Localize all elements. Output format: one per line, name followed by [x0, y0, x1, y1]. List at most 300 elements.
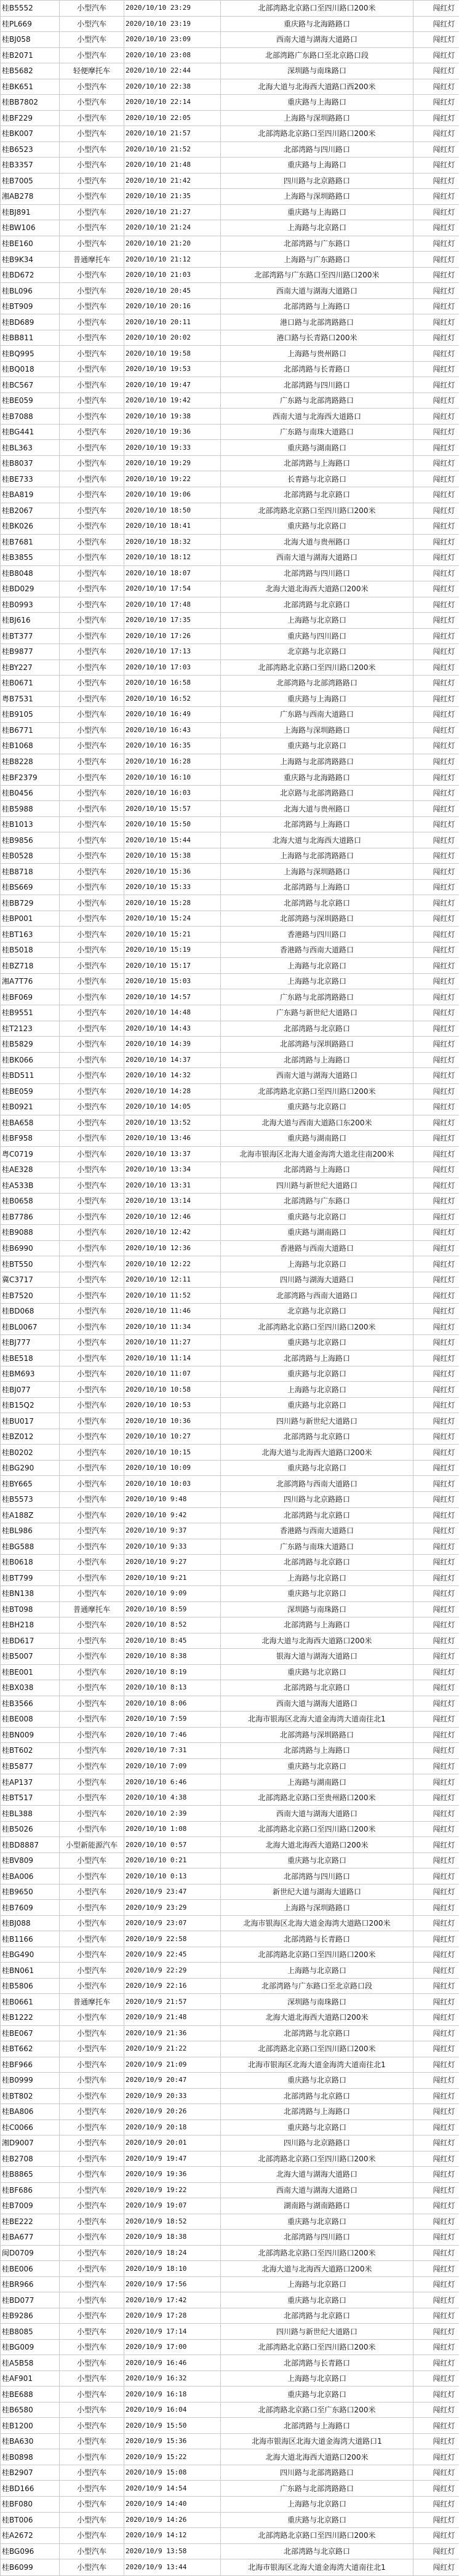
plate-number-cell: 桂BD511 — [1, 1068, 60, 1084]
vehicle-type-cell: 小型汽车 — [60, 895, 124, 911]
violation-time-cell: 2020/10/9 22:16 — [124, 1978, 221, 1994]
vehicle-type-cell: 小型汽车 — [60, 455, 124, 471]
vehicle-type-cell: 小型汽车 — [60, 801, 124, 817]
table-row — [1, 409, 459, 425]
vehicle-type-cell: 小型汽车 — [60, 330, 124, 346]
violation-location-cell: 重庆路与北京路口 — [221, 2073, 413, 2089]
plate-number-cell: 桂BD166 — [1, 2481, 60, 2497]
table-row — [1, 597, 459, 613]
table-row — [1, 1900, 459, 1916]
table-row — [1, 1837, 459, 1853]
table-row — [1, 1931, 459, 1947]
violation-location-cell: 新世纪大道与湖海大道路口 — [221, 1884, 413, 1900]
vehicle-type-cell: 小型汽车 — [60, 864, 124, 880]
plate-number-cell: 桂BH218 — [1, 1617, 60, 1633]
table-row — [1, 2387, 459, 2403]
violation-type-cell: 闯红灯 — [413, 1680, 459, 1696]
violation-location-cell: 北部湾路与上海路口 — [221, 879, 413, 895]
violation-type-cell: 闯红灯 — [413, 644, 459, 660]
violation-type-cell: 闯红灯 — [413, 832, 459, 848]
plate-number-cell: 粤C0719 — [1, 1146, 60, 1162]
vehicle-type-cell: 小型汽车 — [60, 660, 124, 676]
violation-type-cell: 闯红灯 — [413, 79, 459, 95]
violation-time-cell: 2020/10/9 23:07 — [124, 1915, 221, 1931]
vehicle-type-cell: 小型汽车 — [60, 361, 124, 377]
vehicle-type-cell: 小型汽车 — [60, 911, 124, 927]
violation-type-cell: 闯红灯 — [413, 2355, 459, 2371]
table-row — [1, 1005, 459, 1021]
violation-type-cell: 闯红灯 — [413, 158, 459, 173]
vehicle-type-cell: 小型汽车 — [60, 565, 124, 581]
violation-time-cell: 2020/10/10 16:28 — [124, 754, 221, 770]
plate-number-cell: 桂PL669 — [1, 16, 60, 32]
violation-time-cell: 2020/10/10 21:12 — [124, 252, 221, 268]
violation-location-cell: 西南大道与湖海大道路口 — [221, 1806, 413, 1822]
plate-number-cell: 桂B0661 — [1, 1994, 60, 2010]
table-row — [1, 1743, 459, 1759]
violation-location-cell: 深圳路与南珠路口 — [221, 63, 413, 79]
violation-time-cell: 2020/10/10 22:14 — [124, 95, 221, 111]
violation-time-cell: 2020/10/10 18:32 — [124, 534, 221, 550]
plate-number-cell: 桂B6580 — [1, 2402, 60, 2418]
table-row — [1, 2308, 459, 2324]
vehicle-type-cell: 小型汽车 — [60, 1115, 124, 1131]
violation-location-cell: 北部湾路与上海路口 — [221, 1350, 413, 1366]
vehicle-type-cell: 小型汽车 — [60, 1963, 124, 1979]
violation-time-cell: 2020/10/10 11:46 — [124, 1303, 221, 1319]
violation-time-cell: 2020/10/10 14:28 — [124, 1083, 221, 1099]
violation-time-cell: 2020/10/9 19:36 — [124, 2167, 221, 2183]
violation-type-cell: 闯红灯 — [413, 1445, 459, 1461]
plate-number-cell: 桂B1166 — [1, 1931, 60, 1947]
violation-type-cell: 闯红灯 — [413, 911, 459, 927]
table-row — [1, 660, 459, 676]
vehicle-type-cell: 小型新能源汽车 — [60, 1837, 124, 1853]
table-row — [1, 2292, 459, 2308]
violation-location-cell: 重庆路与四川路口 — [221, 628, 413, 644]
violation-location-cell: 北海大道与湖海大道路口 — [221, 2167, 413, 2183]
vehicle-type-cell: 小型汽车 — [60, 2276, 124, 2292]
violation-location-cell: 北部湾路与深圳路路口 — [221, 1037, 413, 1053]
violation-type-cell: 闯红灯 — [413, 1507, 459, 1523]
violation-location-cell: 广东路与北部湾路路口 — [221, 2481, 413, 2497]
violation-location-cell: 北部湾路与深圳路路口 — [221, 1727, 413, 1743]
violation-time-cell: 2020/10/10 17:03 — [124, 660, 221, 676]
plate-number-cell: 湘D9007 — [1, 2135, 60, 2151]
plate-number-cell: 桂B6523 — [1, 142, 60, 158]
plate-number-cell: 桂BJ616 — [1, 613, 60, 629]
vehicle-type-cell: 小型汽车 — [60, 1539, 124, 1555]
plate-number-cell: 桂BK026 — [1, 519, 60, 535]
violation-type-cell: 闯红灯 — [413, 2182, 459, 2198]
vehicle-type-cell: 小型汽车 — [60, 1727, 124, 1743]
violation-time-cell: 2020/10/9 20:18 — [124, 2119, 221, 2135]
vehicle-type-cell: 小型汽车 — [60, 173, 124, 189]
vehicle-type-cell: 小型汽车 — [60, 1476, 124, 1492]
violation-type-cell: 闯红灯 — [413, 1052, 459, 1068]
violation-type-cell: 闯红灯 — [413, 660, 459, 676]
violation-time-cell: 2020/10/10 22:05 — [124, 110, 221, 126]
violation-time-cell: 2020/10/10 23:09 — [124, 32, 221, 48]
vehicle-type-cell: 小型汽车 — [60, 1037, 124, 1053]
plate-number-cell: 桂BT662 — [1, 2041, 60, 2057]
violation-location-cell: 北部湾路与上海路口 — [221, 1052, 413, 1068]
table-row — [1, 1774, 459, 1790]
violation-type-cell: 闯红灯 — [413, 1931, 459, 1947]
vehicle-type-cell: 小型汽车 — [60, 2543, 124, 2559]
table-row — [1, 220, 459, 236]
vehicle-type-cell: 小型汽车 — [60, 47, 124, 63]
vehicle-type-cell: 小型汽车 — [60, 283, 124, 299]
plate-number-cell: 桂BW106 — [1, 220, 60, 236]
vehicle-type-cell: 小型汽车 — [60, 2481, 124, 2497]
plate-number-cell: 桂BT098 — [1, 1601, 60, 1617]
plate-number-cell: 桂BN138 — [1, 1586, 60, 1602]
violation-time-cell: 2020/10/10 13:31 — [124, 1178, 221, 1194]
violation-location-cell: 重庆路与北京路口 — [221, 2119, 413, 2135]
violation-time-cell: 2020/10/10 16:10 — [124, 770, 221, 786]
violation-time-cell: 2020/10/10 9:48 — [124, 1491, 221, 1507]
table-row — [1, 1821, 459, 1837]
violation-type-cell: 闯红灯 — [413, 1303, 459, 1319]
vehicle-type-cell: 小型汽车 — [60, 691, 124, 707]
plate-number-cell: 桂B3566 — [1, 1696, 60, 1712]
violation-time-cell: 2020/10/10 20:02 — [124, 330, 221, 346]
plate-number-cell: 湘A7T76 — [1, 973, 60, 989]
plate-number-cell: 桂B9877 — [1, 644, 60, 660]
table-row — [1, 1868, 459, 1884]
violation-location-cell: 北海大道与贵州路口 — [221, 801, 413, 817]
violation-time-cell: 2020/10/10 7:31 — [124, 1743, 221, 1759]
violation-location-cell: 北京路与北部湾路路口 — [221, 785, 413, 801]
plate-number-cell: 桂BF966 — [1, 2057, 60, 2073]
plate-number-cell: 桂B7609 — [1, 1900, 60, 1916]
vehicle-type-cell: 小型汽车 — [60, 1790, 124, 1806]
violation-location-cell: 北部湾路与深圳路路口 — [221, 911, 413, 927]
table-row — [1, 754, 459, 770]
vehicle-type-cell: 小型汽车 — [60, 1303, 124, 1319]
table-row — [1, 1680, 459, 1696]
plate-number-cell: 桂BJ891 — [1, 204, 60, 220]
table-row — [1, 613, 459, 629]
plate-number-cell: 桂BY227 — [1, 660, 60, 676]
plate-number-cell: 桂BF958 — [1, 1131, 60, 1147]
plate-number-cell: 桂BQ018 — [1, 361, 60, 377]
violation-time-cell: 2020/10/10 11:34 — [124, 1319, 221, 1335]
violation-type-cell: 闯红灯 — [413, 1743, 459, 1759]
vehicle-type-cell: 小型汽车 — [60, 2151, 124, 2167]
plate-number-cell: 桂AE328 — [1, 1162, 60, 1178]
table-row — [1, 2088, 459, 2104]
vehicle-type-cell: 小型汽车 — [60, 1570, 124, 1586]
plate-number-cell: 桂BD689 — [1, 314, 60, 330]
plate-number-cell: 桂BC567 — [1, 377, 60, 393]
violation-type-cell: 闯红灯 — [413, 2104, 459, 2120]
vehicle-type-cell: 小型汽车 — [60, 1272, 124, 1288]
violation-type-cell: 闯红灯 — [413, 2041, 459, 2057]
violation-location-cell: 北部湾路北京路口至四川路口200米 — [221, 660, 413, 676]
violation-type-cell: 闯红灯 — [413, 2230, 459, 2246]
plate-number-cell: 桂BJ777 — [1, 1334, 60, 1350]
violation-type-cell: 闯红灯 — [413, 393, 459, 409]
violation-location-cell: 重庆路与北京路口 — [221, 1758, 413, 1774]
violation-location-cell: 上海路与北京路口 — [221, 958, 413, 974]
violation-location-cell: 北部湾路与上海路口 — [221, 298, 413, 314]
violation-location-cell: 香港路与西南大道路口 — [221, 1523, 413, 1539]
violation-type-cell: 闯红灯 — [413, 173, 459, 189]
violation-time-cell: 2020/10/10 20:11 — [124, 314, 221, 330]
plate-number-cell: 桂BU017 — [1, 1413, 60, 1429]
violation-type-cell: 闯红灯 — [413, 1555, 459, 1571]
vehicle-type-cell: 普通摩托车 — [60, 1994, 124, 2010]
violation-location-cell: 北部湾路与北部湾路路口 — [221, 676, 413, 692]
plate-number-cell: 桂A533B — [1, 1178, 60, 1194]
violation-location-cell: 北部湾路与北京路口 — [221, 2088, 413, 2104]
violation-time-cell: 2020/10/9 15:50 — [124, 2418, 221, 2434]
table-row — [1, 2402, 459, 2418]
vehicle-type-cell: 小型汽车 — [60, 1555, 124, 1571]
vehicle-type-cell: 小型汽车 — [60, 126, 124, 142]
violation-time-cell: 2020/10/10 15:28 — [124, 895, 221, 911]
table-row — [1, 1727, 459, 1743]
plate-number-cell: 桂BX038 — [1, 1680, 60, 1696]
table-row — [1, 173, 459, 189]
vehicle-type-cell: 小型汽车 — [60, 1334, 124, 1350]
plate-number-cell: 桂BE059 — [1, 1083, 60, 1099]
violation-location-cell: 重庆路与北海路路口 — [221, 16, 413, 32]
violation-time-cell: 2020/10/10 21:42 — [124, 173, 221, 189]
vehicle-type-cell: 小型汽车 — [60, 2198, 124, 2214]
vehicle-type-cell: 普通摩托车 — [60, 1601, 124, 1617]
violation-location-cell: 北部湾路与四川路口 — [221, 1868, 413, 1884]
violation-location-cell: 香港路与西南大道路口 — [221, 1240, 413, 1256]
violation-time-cell: 2020/10/10 19:36 — [124, 424, 221, 440]
vehicle-type-cell: 小型汽车 — [60, 2324, 124, 2340]
plate-number-cell: 桂BT163 — [1, 927, 60, 943]
violation-time-cell: 2020/10/10 10:27 — [124, 1429, 221, 1445]
violation-type-cell: 闯红灯 — [413, 1397, 459, 1413]
table-row — [1, 1052, 459, 1068]
table-row — [1, 252, 459, 268]
violation-location-cell: 重庆路与北京路口 — [221, 1664, 413, 1680]
violation-location-cell: 西南大道与湖海大道路口 — [221, 1696, 413, 1712]
violation-location-cell: 北部湾路与广东路口 — [221, 236, 413, 252]
violation-time-cell: 2020/10/10 14:32 — [124, 1068, 221, 1084]
violation-type-cell: 闯红灯 — [413, 864, 459, 880]
vehicle-type-cell: 小型汽车 — [60, 676, 124, 692]
violation-location-cell: 广东路与北部湾路路口 — [221, 393, 413, 409]
vehicle-type-cell: 小型汽车 — [60, 2182, 124, 2198]
plate-number-cell: 桂BG588 — [1, 1539, 60, 1555]
table-row — [1, 1178, 459, 1194]
plate-number-cell: 桂BL096 — [1, 283, 60, 299]
violation-time-cell: 2020/10/10 21:48 — [124, 158, 221, 173]
violation-location-cell: 北部湾路与上海路口 — [221, 2104, 413, 2120]
plate-number-cell: 桂BA819 — [1, 487, 60, 503]
vehicle-type-cell: 小型汽车 — [60, 2167, 124, 2183]
table-row — [1, 770, 459, 786]
vehicle-type-cell: 小型汽车 — [60, 1068, 124, 1084]
violation-location-cell: 北部湾路与四川路口 — [221, 2230, 413, 2246]
table-row — [1, 2214, 459, 2230]
vehicle-type-cell: 小型汽车 — [60, 707, 124, 723]
vehicle-type-cell: 小型汽车 — [60, 2512, 124, 2528]
violation-location-cell: 重庆路与北京路口 — [221, 2214, 413, 2230]
violation-time-cell: 2020/10/9 18:24 — [124, 2245, 221, 2261]
vehicle-type-cell: 小型汽车 — [60, 1021, 124, 1037]
violation-type-cell: 闯红灯 — [413, 1194, 459, 1210]
violation-time-cell: 2020/10/10 16:43 — [124, 722, 221, 738]
violation-time-cell: 2020/10/9 19:07 — [124, 2198, 221, 2214]
violation-type-cell: 闯红灯 — [413, 691, 459, 707]
violation-time-cell: 2020/10/10 19:29 — [124, 455, 221, 471]
violation-type-cell: 闯红灯 — [413, 1162, 459, 1178]
violation-location-cell: 北海大道与北海西大道路口 — [221, 832, 413, 848]
violation-type-cell: 闯红灯 — [413, 676, 459, 692]
vehicle-type-cell: 小型汽车 — [60, 1680, 124, 1696]
plate-number-cell: 桂B8048 — [1, 565, 60, 581]
violation-location-cell: 北海大道与贵州路口 — [221, 534, 413, 550]
plate-number-cell: 桂B0528 — [1, 848, 60, 864]
vehicle-type-cell: 小型汽车 — [60, 189, 124, 205]
violation-location-cell: 北部湾路与北京路口 — [221, 2543, 413, 2559]
plate-number-cell: 桂B5573 — [1, 1491, 60, 1507]
plate-number-cell: 桂B0456 — [1, 785, 60, 801]
violation-type-cell: 闯红灯 — [413, 2151, 459, 2167]
table-row — [1, 958, 459, 974]
plate-number-cell: 桂B7009 — [1, 2198, 60, 2214]
vehicle-type-cell: 小型汽车 — [60, 1099, 124, 1115]
violation-location-cell: 上海路与深圳路路口 — [221, 1900, 413, 1916]
violation-location-cell: 重庆路与上海路口 — [221, 204, 413, 220]
plate-number-cell: 桂BK651 — [1, 79, 60, 95]
vehicle-type-cell: 小型汽车 — [60, 16, 124, 32]
violation-type-cell: 闯红灯 — [413, 942, 459, 958]
violation-location-cell: 北海市银海区北海大道金海湾大道南往北1 — [221, 2057, 413, 2073]
table-row — [1, 1649, 459, 1665]
violation-time-cell: 2020/10/9 22:29 — [124, 1963, 221, 1979]
vehicle-type-cell: 小型汽车 — [60, 1491, 124, 1507]
violation-location-cell: 上海路与北京路口 — [221, 973, 413, 989]
violation-time-cell: 2020/10/10 8:59 — [124, 1601, 221, 1617]
violation-time-cell: 2020/10/10 13:52 — [124, 1115, 221, 1131]
violation-location-cell: 广东路与北部湾路路口 — [221, 989, 413, 1005]
plate-number-cell: 桂B9286 — [1, 2308, 60, 2324]
violation-time-cell: 2020/10/10 13:34 — [124, 1162, 221, 1178]
violation-type-cell: 闯红灯 — [413, 1146, 459, 1162]
violation-location-cell: 北海大道与北海西大道路口200米 — [221, 1633, 413, 1649]
violation-time-cell: 2020/10/10 10:03 — [124, 1476, 221, 1492]
plate-number-cell: 桂BT909 — [1, 298, 60, 314]
violation-type-cell: 闯红灯 — [413, 1963, 459, 1979]
violation-location-cell: 北部湾路与西南大道路口 — [221, 1476, 413, 1492]
violation-location-cell: 重庆路与上海路口 — [221, 95, 413, 111]
table-row — [1, 2276, 459, 2292]
plate-number-cell: 桂B8228 — [1, 754, 60, 770]
violation-location-cell: 西南大道与湖海大道路口 — [221, 550, 413, 566]
violation-time-cell: 2020/10/10 23:19 — [124, 16, 221, 32]
violation-type-cell: 闯红灯 — [413, 958, 459, 974]
violation-time-cell: 2020/10/10 12:11 — [124, 1272, 221, 1288]
violation-type-cell: 闯红灯 — [413, 2543, 459, 2559]
violation-type-cell: 闯红灯 — [413, 471, 459, 487]
violation-time-cell: 2020/10/10 6:46 — [124, 1774, 221, 1790]
violation-location-cell: 北部湾路与广东路口至四川路口200米 — [221, 267, 413, 283]
vehicle-type-cell: 小型汽车 — [60, 2135, 124, 2151]
violation-type-cell: 闯红灯 — [413, 377, 459, 393]
violation-location-cell: 北海市银海区北海大道金海湾大道南往北1 — [221, 1712, 413, 1728]
vehicle-type-cell: 小型汽车 — [60, 1225, 124, 1241]
violation-type-cell: 闯红灯 — [413, 1288, 459, 1304]
violation-location-cell: 上海路与深圳路路口 — [221, 864, 413, 880]
violation-time-cell: 2020/10/10 19:33 — [124, 440, 221, 456]
violation-location-cell: 西南大道与湖海大道路口 — [221, 283, 413, 299]
table-row — [1, 1240, 459, 1256]
violation-time-cell: 2020/10/10 0:13 — [124, 1868, 221, 1884]
violation-location-cell: 重庆路与北京路口 — [221, 2387, 413, 2403]
table-row — [1, 1115, 459, 1131]
table-row — [1, 1947, 459, 1963]
vehicle-type-cell: 小型汽车 — [60, 142, 124, 158]
plate-number-cell: 桂BA658 — [1, 1115, 60, 1131]
violation-type-cell: 闯红灯 — [413, 895, 459, 911]
violation-time-cell: 2020/10/10 8:38 — [124, 1649, 221, 1665]
plate-number-cell: 桂BD617 — [1, 1633, 60, 1649]
vehicle-type-cell: 小型汽车 — [60, 2339, 124, 2355]
violation-type-cell: 闯红灯 — [413, 738, 459, 754]
plate-number-cell: 桂B9856 — [1, 832, 60, 848]
violation-type-cell: 闯红灯 — [413, 32, 459, 48]
violation-location-cell: 北部湾路北京路口至四川路口200米 — [221, 1821, 413, 1837]
violation-type-cell: 闯红灯 — [413, 2276, 459, 2292]
table-row — [1, 2339, 459, 2355]
violation-location-cell: 重庆路与上海路口 — [221, 691, 413, 707]
violation-time-cell: 2020/10/9 13:58 — [124, 2543, 221, 2559]
violation-type-cell: 闯红灯 — [413, 1900, 459, 1916]
violation-type-cell: 闯红灯 — [413, 2433, 459, 2449]
violation-location-cell: 上海路与北京路口 — [221, 2496, 413, 2512]
vehicle-type-cell: 小型汽车 — [60, 879, 124, 895]
vehicle-type-cell: 小型汽车 — [60, 236, 124, 252]
table-row — [1, 283, 459, 299]
vehicle-type-cell: 小型汽车 — [60, 393, 124, 409]
plate-number-cell: 桂BV809 — [1, 1852, 60, 1868]
vehicle-type-cell: 小型汽车 — [60, 2230, 124, 2246]
vehicle-type-cell: 小型汽车 — [60, 1852, 124, 1868]
table-row — [1, 1664, 459, 1680]
violation-time-cell: 2020/10/10 12:42 — [124, 1225, 221, 1241]
violation-time-cell: 2020/10/10 10:36 — [124, 1413, 221, 1429]
violation-type-cell: 闯红灯 — [413, 1994, 459, 2010]
table-row — [1, 330, 459, 346]
vehicle-type-cell: 小型汽车 — [60, 2402, 124, 2418]
violation-time-cell: 2020/10/9 15:36 — [124, 2433, 221, 2449]
violation-type-cell: 闯红灯 — [413, 1758, 459, 1774]
violation-location-cell: 北部湾路与上海路口 — [221, 1162, 413, 1178]
vehicle-type-cell: 小型汽车 — [60, 1256, 124, 1272]
violation-location-cell: 西南大道与北海西大道路口 — [221, 409, 413, 425]
violation-type-cell: 闯红灯 — [413, 1539, 459, 1555]
violation-time-cell: 2020/10/10 21:20 — [124, 236, 221, 252]
violation-time-cell: 2020/10/9 14:40 — [124, 2496, 221, 2512]
violation-type-cell: 闯红灯 — [413, 455, 459, 471]
table-row — [1, 1790, 459, 1806]
violation-location-cell: 四川路与新世纪大道路口 — [221, 1413, 413, 1429]
violation-location-cell: 四川路与新世纪大道路口 — [221, 1178, 413, 1194]
vehicle-type-cell: 小型汽车 — [60, 1978, 124, 1994]
violation-time-cell: 2020/10/10 15:24 — [124, 911, 221, 927]
violation-time-cell: 2020/10/10 20:16 — [124, 298, 221, 314]
